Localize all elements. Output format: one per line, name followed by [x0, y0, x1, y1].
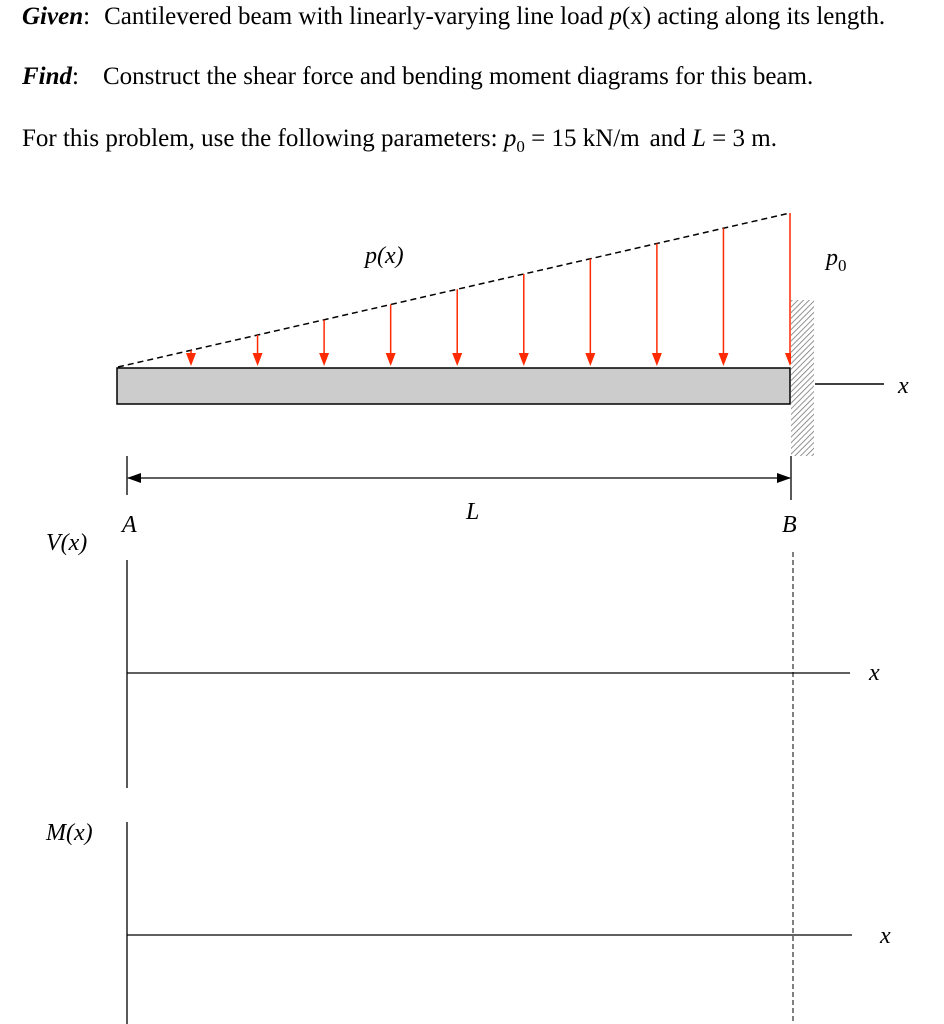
shear-axis-label: V(x) — [46, 530, 88, 556]
load-arrow-head — [452, 353, 462, 366]
shear-x-label: x — [869, 660, 880, 686]
given-tail: acting along its length. — [651, 3, 886, 30]
point-b-label: B — [782, 512, 797, 538]
given-p-symbol: p — [609, 3, 622, 30]
point-a-label: A — [122, 512, 137, 538]
and-text: and — [649, 125, 693, 152]
load-arrow-head — [519, 353, 529, 366]
find-text: Construct the shear force and bending moment diagrams for this beam. — [102, 63, 814, 90]
given-text: Cantilevered beam with linearly-varying line load — [104, 3, 610, 30]
params-prefix: For this problem, use the following parameters: — [22, 125, 504, 152]
load-arrow-head — [652, 353, 662, 366]
fixed-wall-support — [791, 300, 814, 456]
moment-x-label: x — [880, 923, 891, 949]
beam — [117, 368, 790, 404]
p0-value: = 15 kN/m — [524, 125, 640, 152]
p0-label — [824, 245, 847, 275]
load-arrow-head — [253, 353, 263, 366]
p0-subscript: 0 — [516, 137, 525, 156]
load-arrow-head — [718, 353, 728, 366]
load-arrow-head — [319, 353, 329, 366]
load-label: p(x) — [365, 243, 404, 269]
load-arrow-head — [386, 353, 396, 366]
find-label: Find — [22, 63, 73, 90]
L-symbol: L — [692, 125, 706, 152]
load-arrow-head — [585, 353, 595, 366]
p0-label-symbol: p — [826, 245, 838, 271]
given-x-arg: (x) — [621, 3, 652, 30]
L-value: = 3 m. — [705, 125, 777, 152]
find-line: Find: Construct the shear force and bending moment diagrams for this beam. — [22, 63, 814, 90]
beam-x-label: x — [898, 373, 909, 399]
given-line: Given: Cantilevered beam with linearly-varying line load p(x) acting along its length. — [22, 3, 886, 30]
load-envelope — [118, 213, 790, 367]
p0-label-sub: 0 — [838, 256, 847, 275]
moment-axis-label: M(x) — [46, 820, 93, 846]
length-label: L — [466, 499, 480, 525]
p0-symbol: p — [503, 125, 517, 152]
given-label: Given — [22, 3, 84, 30]
load-arrows — [186, 213, 795, 366]
load-arrow-head — [186, 353, 196, 366]
